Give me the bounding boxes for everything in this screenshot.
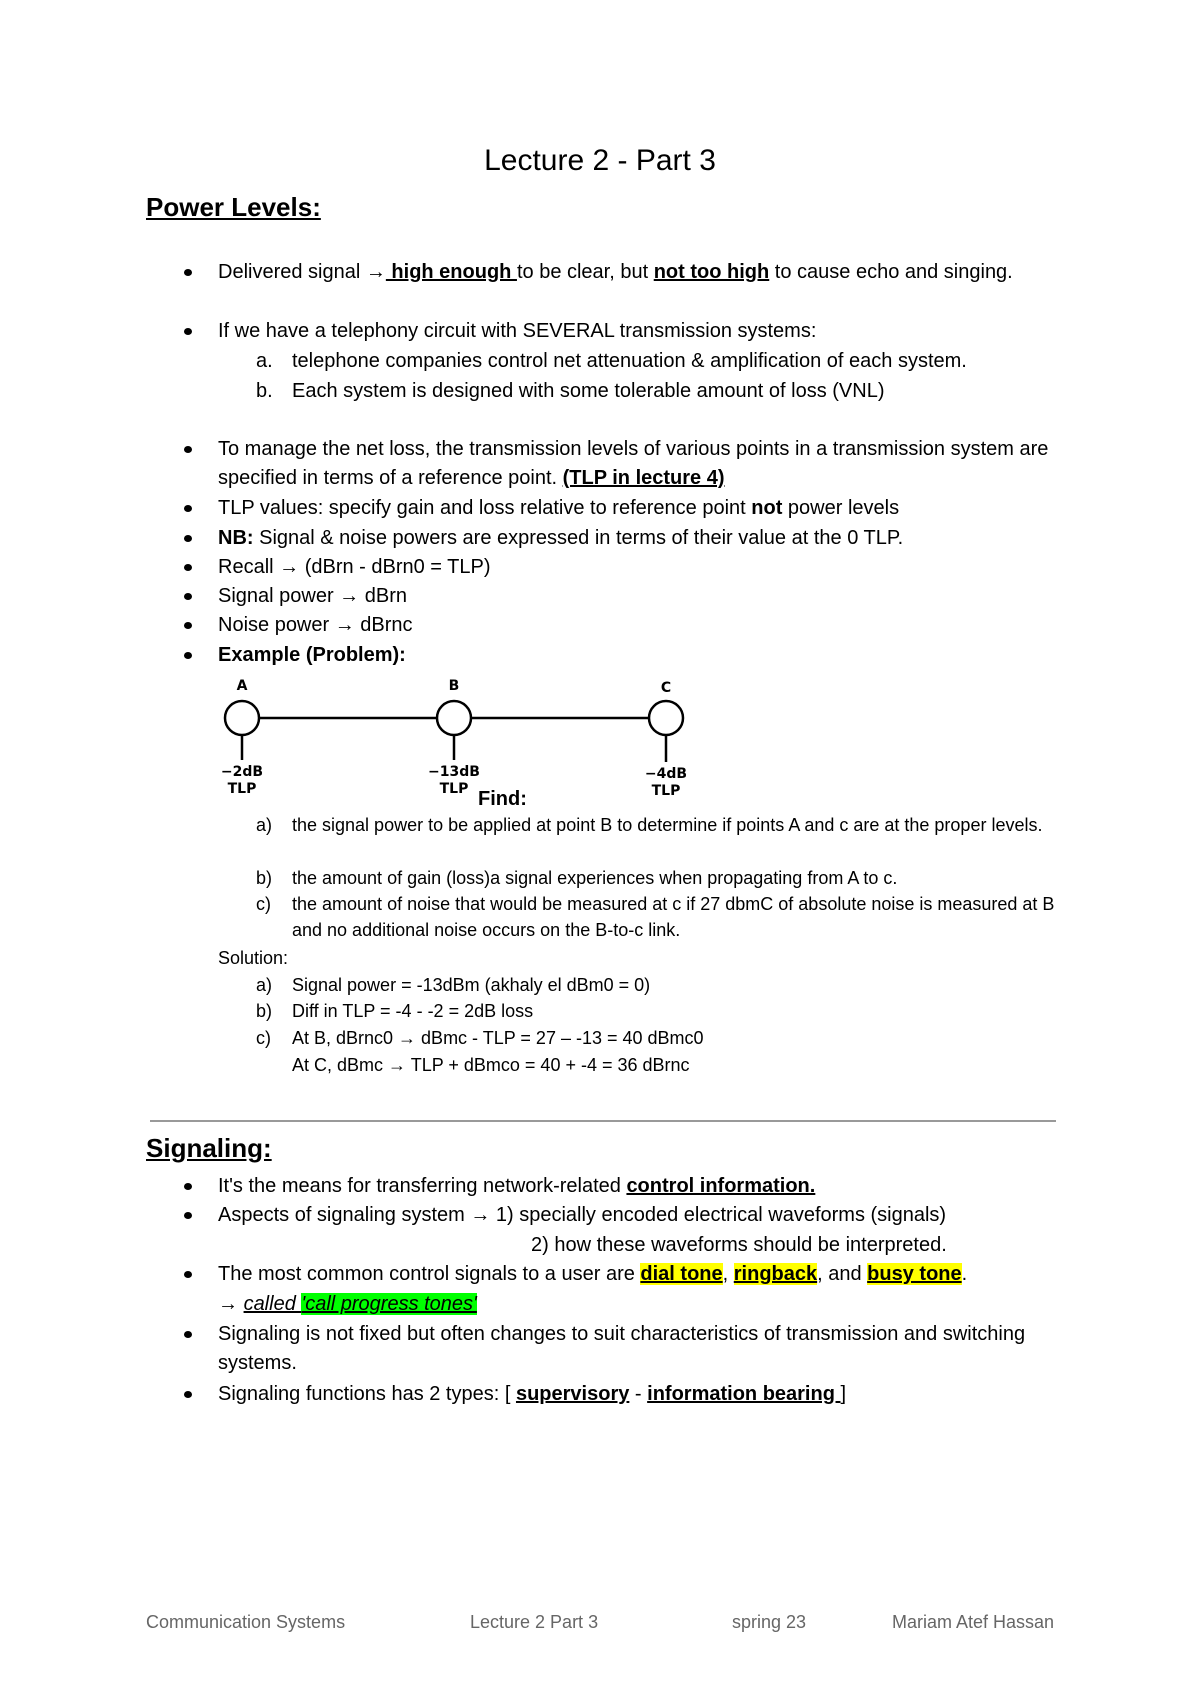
- footer-author: Mariam Atef Hassan: [892, 1612, 1055, 1632]
- question-a: a) the signal power to be applied at point B to determine if points A and c are at the proper levels.: [256, 815, 1043, 835]
- bullet-control-signals: The most common control signals to a user are dial tone, ringback, and busy tone.: [218, 1260, 1068, 1289]
- footer-lecture: Lecture 2 Part 3: [470, 1612, 599, 1632]
- solution-c: c) At B, dBrnc0 → dBmc - TLP = 27 – -13 = 40 dBmc0: [256, 1028, 704, 1048]
- solution-a: a) Signal power = -13dBm (akhaly el dBm0 = 0): [256, 975, 651, 995]
- section-divider: [150, 1120, 1056, 1122]
- bullet-nb: NB: Signal & noise powers are expressed in terms of their value at the 0 TLP.: [218, 524, 1068, 553]
- point-a-level: −2dB: [220, 764, 264, 780]
- find-label: Find:: [478, 788, 527, 810]
- point-c-level: −4dB: [644, 766, 688, 782]
- bullet-telephony-circuit: If we have a telephony circuit with SEVERAL transmission systems:: [218, 317, 1068, 346]
- sub-item-b: b. Each system is designed with some tolerable amount of loss (VNL): [256, 380, 885, 402]
- page-title: Lecture 2 - Part 3: [484, 144, 716, 177]
- point-b-label: B: [448, 678, 460, 694]
- solution-b: b) Diff in TLP = -4 - -2 = 2dB loss: [256, 1001, 534, 1021]
- bullet-example: Example (Problem):: [218, 641, 1068, 670]
- point-c-tlp: TLP: [651, 783, 681, 799]
- bullet-signaling-types: Signaling functions has 2 types: [ supervisory - information bearing ]: [218, 1380, 1068, 1409]
- solution-c-continued: At C, dBmc → TLP + dBmco = 40 + -4 = 36 dBrnc: [292, 1055, 690, 1075]
- solution-label: Solution:: [218, 948, 289, 968]
- point-b-level: −13dB: [428, 764, 480, 780]
- bullet-signaling-means: It's the means for transferring network-related control information.: [218, 1172, 1068, 1201]
- point-a-label: A: [236, 678, 248, 694]
- point-a-tlp: TLP: [227, 781, 257, 797]
- power-levels-heading: Power Levels:: [146, 192, 321, 222]
- footer-course: Communication Systems: [146, 1612, 346, 1632]
- point-b-tlp: TLP: [439, 781, 469, 797]
- signaling-aspects-continued: 2) how these waveforms should be interpreted.: [531, 1234, 947, 1256]
- point-c-circle: [649, 701, 683, 735]
- question-b: b) the amount of gain (loss)a signal experiences when propagating from A to c.: [256, 868, 898, 888]
- question-c: c) the amount of noise that would be measured at c if 27 dbmC of absolute noise is measured at B and no additional noise occurs on the B-to-c link.: [256, 894, 1055, 940]
- bullet-net-loss: To manage the net loss, the transmission levels of various points in a transmission system are specified in terms of a reference point. (TLP in lecture 4): [218, 435, 1068, 493]
- bullet-delivered-signal: Delivered signal → high enough to be clear, but not too high to cause echo and singing.: [218, 258, 1068, 287]
- point-c-label: C: [660, 680, 672, 696]
- call-progress-line: → called 'call progress tones': [218, 1293, 477, 1315]
- point-a-circle: [225, 701, 259, 735]
- bullet-signaling-aspects: Aspects of signaling system → 1) specially encoded electrical waveforms (signals): [218, 1201, 1068, 1230]
- bullet-signaling-not-fixed: Signaling is not fixed but often changes to suit characteristics of transmission and switching systems.: [218, 1320, 1068, 1378]
- sub-item-a: a. telephone companies control net attenuation & amplification of each system.: [256, 350, 967, 372]
- point-b-circle: [437, 701, 471, 735]
- bullet-recall: Recall → (dBrn - dBrn0 = TLP): [218, 553, 1068, 582]
- bullet-noise-power: Noise power → dBrnc: [218, 611, 1068, 640]
- footer-term: spring 23: [732, 1612, 807, 1632]
- bullet-tlp-values: TLP values: specify gain and loss relative to reference point not power levels: [218, 494, 1068, 523]
- signaling-heading: Signaling:: [146, 1133, 272, 1163]
- bullet-signal-power: Signal power → dBrn: [218, 582, 1068, 611]
